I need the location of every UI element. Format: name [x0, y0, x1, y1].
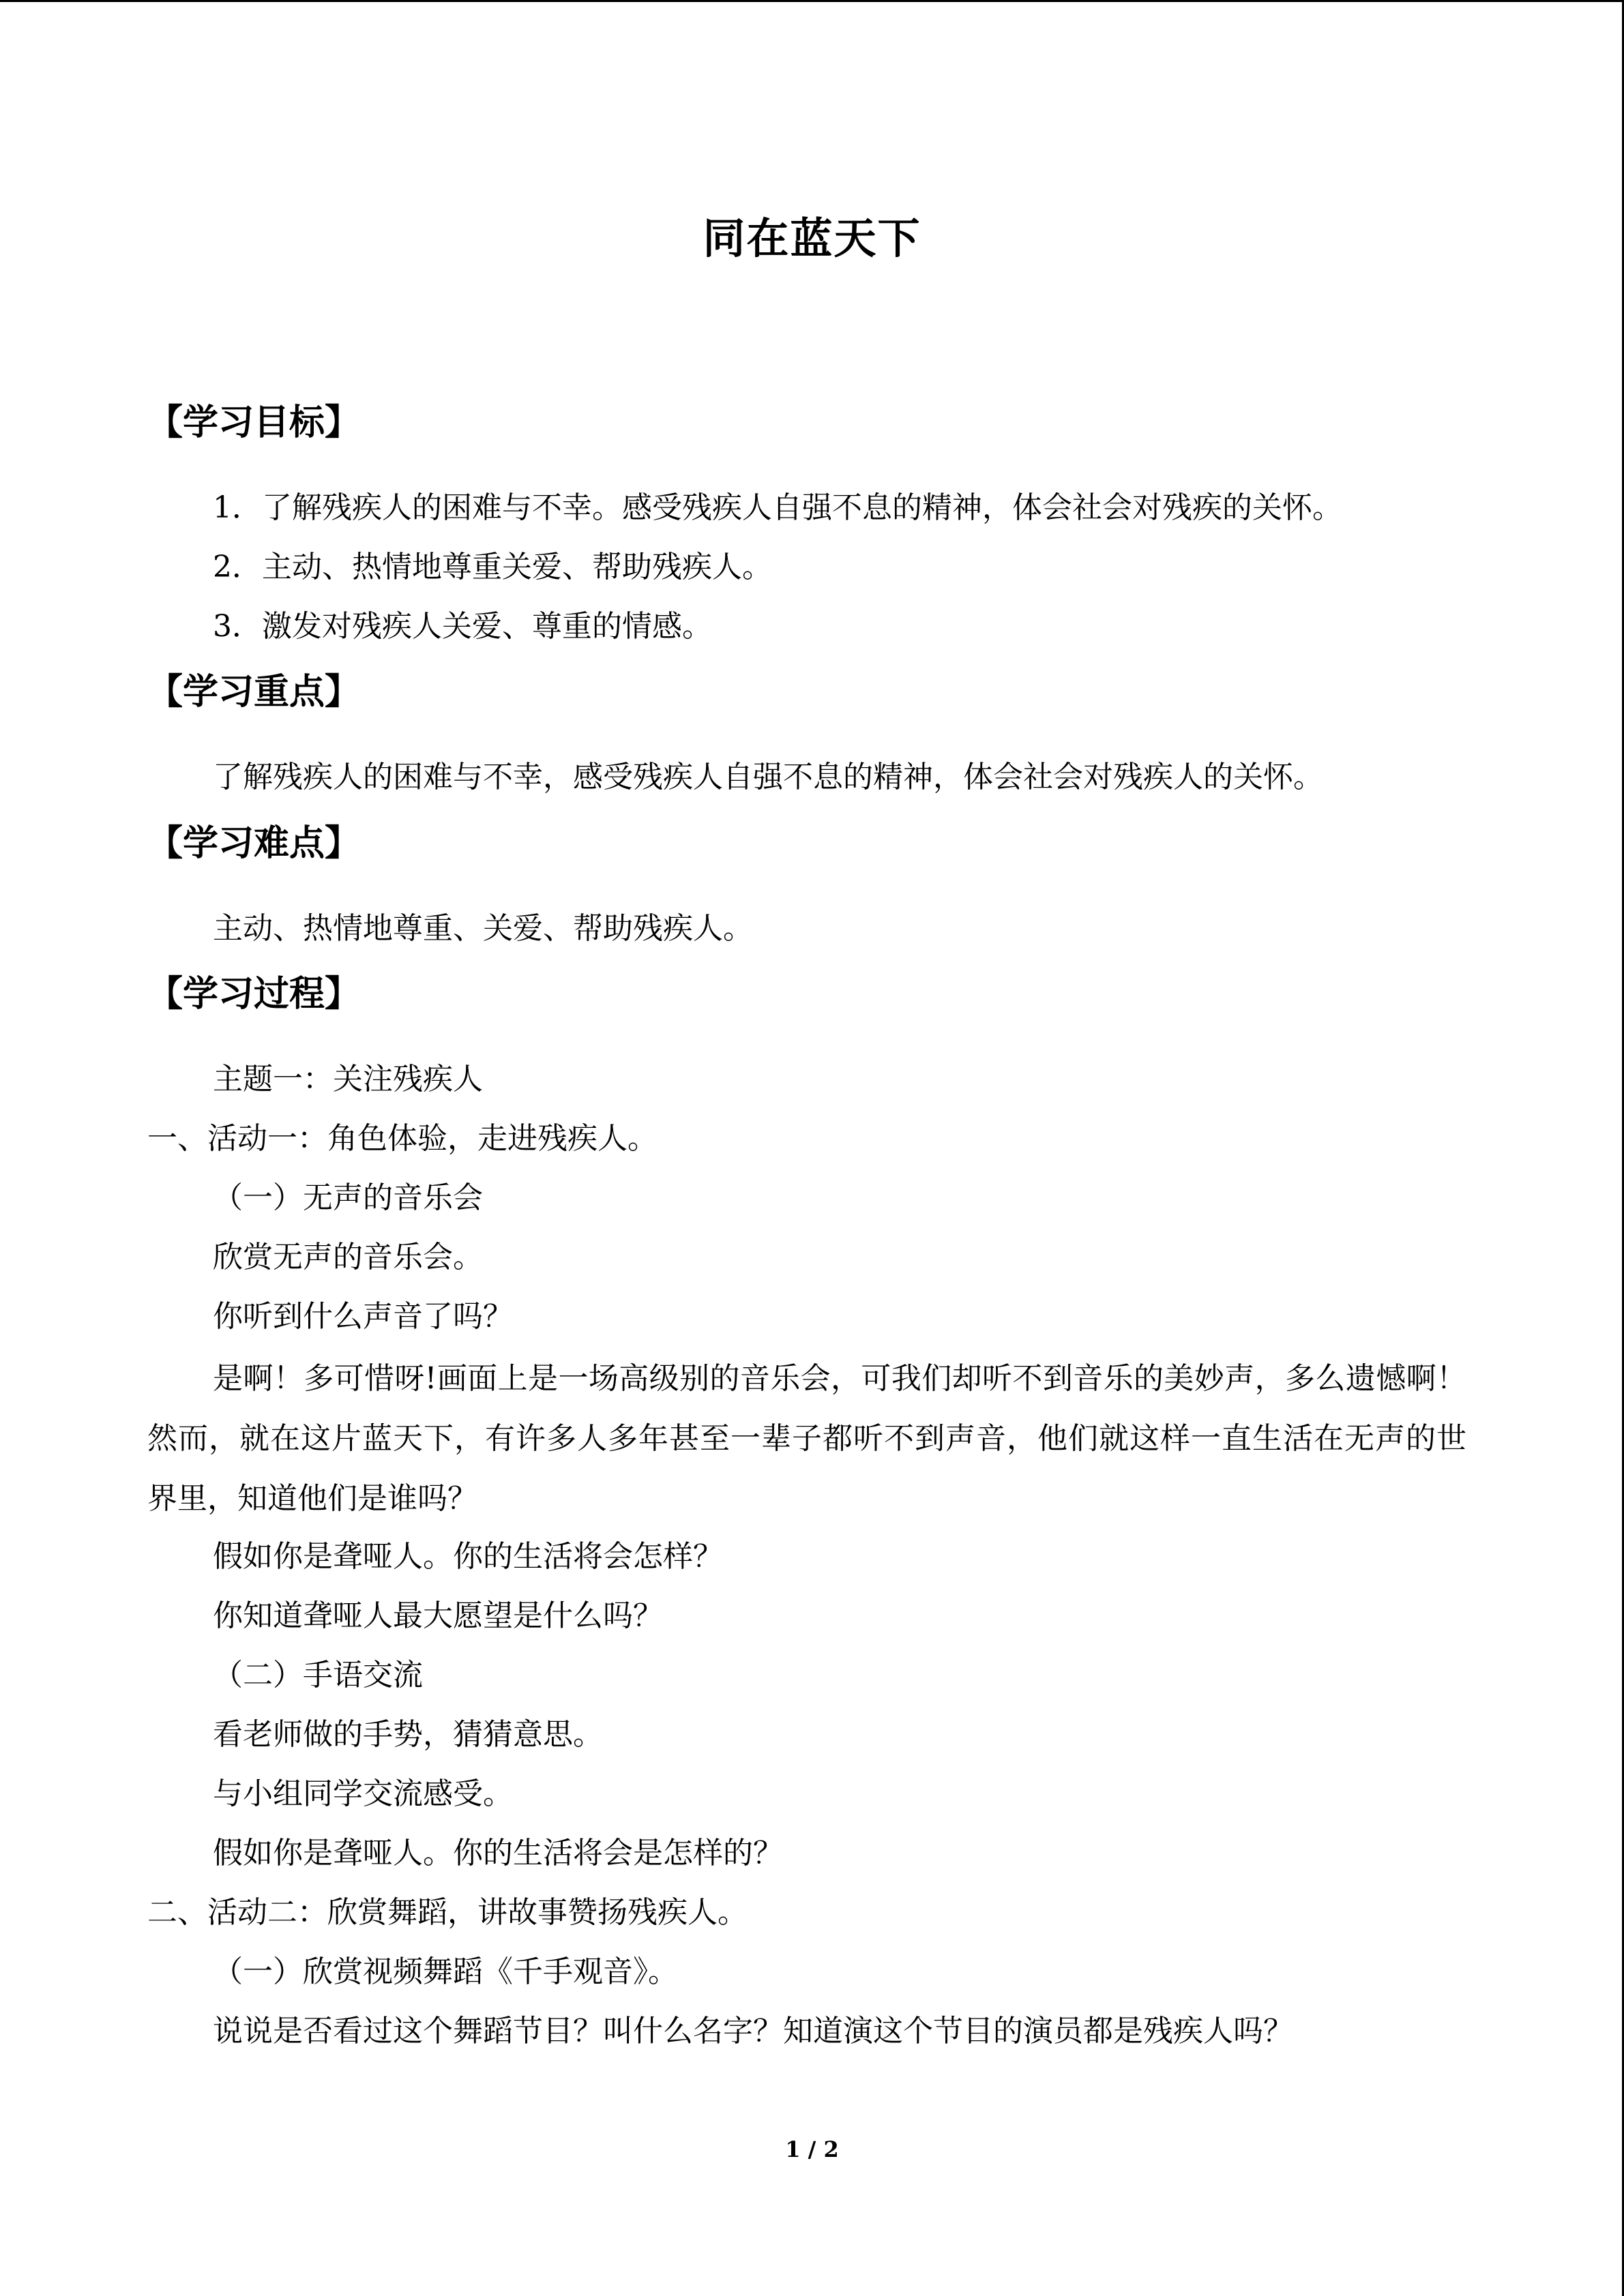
heading-process: 【学习过程】 [147, 974, 361, 1015]
heading-key-points: 【学习重点】 [147, 672, 361, 713]
process-line-10: 看老师做的手势，猜猜意思。 [213, 1717, 603, 1752]
process-line-4: 欣赏无声的音乐会。 [213, 1240, 483, 1274]
heading-difficulties: 【学习难点】 [147, 823, 361, 864]
objective-item-3: 3．激发对残疾人关爱、尊重的情感。 [213, 609, 712, 644]
process-line-8: 你知道聋哑人最大愿望是什么吗？ [213, 1598, 663, 1633]
process-line-5: 你听到什么声音了吗？ [213, 1299, 513, 1334]
process-theme-1: 主题一：关注残疾人 [213, 1062, 483, 1097]
process-activity-2: 二、活动二：欣赏舞蹈，讲故事赞扬残疾人。 [147, 1895, 748, 1930]
page-border-top [0, 0, 1624, 2]
process-activity-1: 一、活动一：角色体验，走进残疾人。 [147, 1121, 658, 1156]
page-number: 1 / 2 [785, 2136, 839, 2162]
process-line-15: 说说是否看过这个舞蹈节目？叫什么名字？知道演这个节目的演员都是残疾人吗？ [213, 2014, 1293, 2048]
process-sub-2: （二）手语交流 [213, 1658, 423, 1693]
process-sub-3: （一）欣赏视频舞蹈《千手观音》。 [213, 1954, 678, 1989]
document-title: 同在蓝天下 [703, 213, 921, 263]
process-line-7: 假如你是聋哑人。你的生活将会怎样？ [213, 1539, 723, 1574]
process-paragraph: 是啊！多可惜呀!画面上是一场高级别的音乐会，可我们却听不到音乐的美妙声，多么遗憾啊！然而，就在这片蓝天下，有许多人多年甚至一辈子都听不到声音，他们就这样一直生活在无声的世界里，知道他们是谁吗？ [147, 1361, 1466, 1516]
process-sub-1: （一）无声的音乐会 [213, 1180, 483, 1215]
key-points-text: 了解残疾人的困难与不幸，感受残疾人自强不息的精神，体会社会对残疾人的关怀。 [213, 760, 1323, 794]
objective-item-2: 2．主动、热情地尊重关爱、帮助残疾人。 [213, 550, 772, 584]
objective-item-1: 1．了解残疾人的困难与不幸。感受残疾人自强不息的精神，体会社会对残疾的关怀。 [213, 490, 1342, 525]
difficulties-text: 主动、热情地尊重、关爱、帮助残疾人。 [213, 911, 753, 946]
process-line-12: 假如你是聋哑人。你的生活将会是怎样的？ [213, 1836, 783, 1870]
process-line-11: 与小组同学交流感受。 [213, 1776, 513, 1811]
heading-objectives: 【学习目标】 [147, 402, 361, 443]
